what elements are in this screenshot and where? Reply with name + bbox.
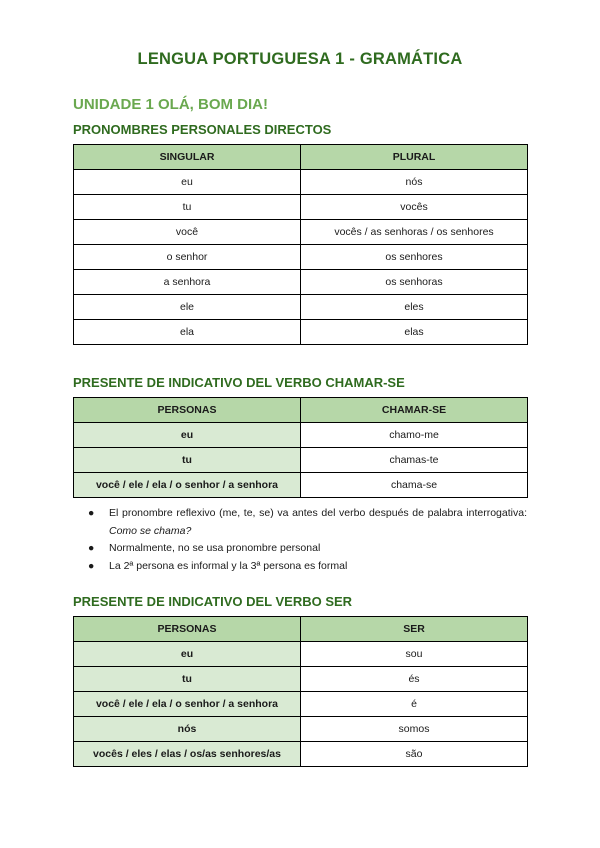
table-cell: a senhora [74, 270, 301, 295]
table-row [74, 295, 528, 320]
column-header-chamar-se: CHAMAR-SE [301, 398, 528, 423]
conjugation-cell: somos [301, 717, 528, 742]
table-row [74, 423, 528, 448]
unit-title: UNIDADE 1 OLÁ, BOM DIA! [73, 96, 268, 113]
table-row [74, 195, 528, 220]
ser-table [73, 616, 528, 767]
table-cell: ele [74, 295, 301, 320]
table-row [74, 473, 528, 498]
note-item [73, 540, 527, 558]
conjugation-cell: és [301, 667, 528, 692]
table-cell: elas [301, 320, 528, 345]
table-cell: eles [301, 295, 528, 320]
note-text: Normalmente, no se usa pronombre personal [109, 542, 321, 554]
note-example: Como se chama? [109, 524, 192, 537]
column-header-personas: PERSONAS [74, 617, 301, 642]
table-row [74, 220, 528, 245]
person-cell: eu [74, 642, 301, 667]
table-row [74, 717, 528, 742]
table-row [74, 245, 528, 270]
table-header-row [74, 398, 528, 423]
table-cell: tu [74, 195, 301, 220]
ser-section-title: PRESENTE DE INDICATIVO DEL VERBO SER [73, 594, 353, 609]
table-cell: ela [74, 320, 301, 345]
table-row [74, 742, 528, 767]
person-cell: tu [74, 667, 301, 692]
document-title: LENGUA PORTUGUESA 1 - GRAMÁTICA [137, 50, 463, 68]
conjugation-cell: sou [301, 642, 528, 667]
note-item [73, 505, 527, 540]
table-cell: nós [301, 170, 528, 195]
person-cell: nós [74, 717, 301, 742]
note-text: La 2ª persona es informal y la 3ª persona es formal [109, 559, 348, 572]
bullet-icon: ● [88, 542, 95, 554]
conjugation-cell: chamo-me [301, 423, 528, 448]
person-cell: tu [74, 448, 301, 473]
person-cell: você / ele / ela / o senhor / a senhora [74, 692, 301, 717]
table-cell: os senhoras [301, 270, 528, 295]
table-row [74, 667, 528, 692]
note-text: El pronombre reflexivo (me, te, se) va antes del verbo después de palabra interrogativa: [109, 507, 527, 519]
column-header-singular: SINGULAR [74, 145, 301, 170]
conjugation-cell: chama-se [301, 473, 528, 498]
table-cell: vocês / as senhoras / os senhores [301, 220, 528, 245]
table-cell: os senhores [301, 245, 528, 270]
chamar-section-title: PRESENTE DE INDICATIVO DEL VERBO CHAMAR-SE [73, 375, 405, 390]
table-row [74, 320, 528, 345]
note-item [73, 558, 527, 576]
column-header-plural: PLURAL [301, 145, 528, 170]
bullet-icon: ● [88, 559, 95, 572]
conjugation-cell: chamas-te [301, 448, 528, 473]
table-row [74, 642, 528, 667]
conjugation-cell: são [301, 742, 528, 767]
table-cell: você [74, 220, 301, 245]
table-row [74, 170, 528, 195]
column-header-personas: PERSONAS [74, 398, 301, 423]
pronouns-section-title: PRONOMBRES PERSONALES DIRECTOS [73, 122, 332, 137]
table-header-row [74, 145, 528, 170]
pronouns-table [73, 144, 528, 345]
grammar-notes [73, 505, 527, 575]
person-cell: eu [74, 423, 301, 448]
table-cell: o senhor [74, 245, 301, 270]
table-cell: vocês [301, 195, 528, 220]
column-header-ser: SER [301, 617, 528, 642]
table-cell: eu [74, 170, 301, 195]
chamar-table [73, 397, 528, 498]
conjugation-cell: é [301, 692, 528, 717]
person-cell: vocês / eles / elas / os/as senhores/as [74, 742, 301, 767]
table-row [74, 448, 528, 473]
table-row [74, 692, 528, 717]
bullet-icon: ● [88, 507, 95, 519]
person-cell: você / ele / ela / o senhor / a senhora [74, 473, 301, 498]
table-row [74, 270, 528, 295]
table-header-row [74, 617, 528, 642]
